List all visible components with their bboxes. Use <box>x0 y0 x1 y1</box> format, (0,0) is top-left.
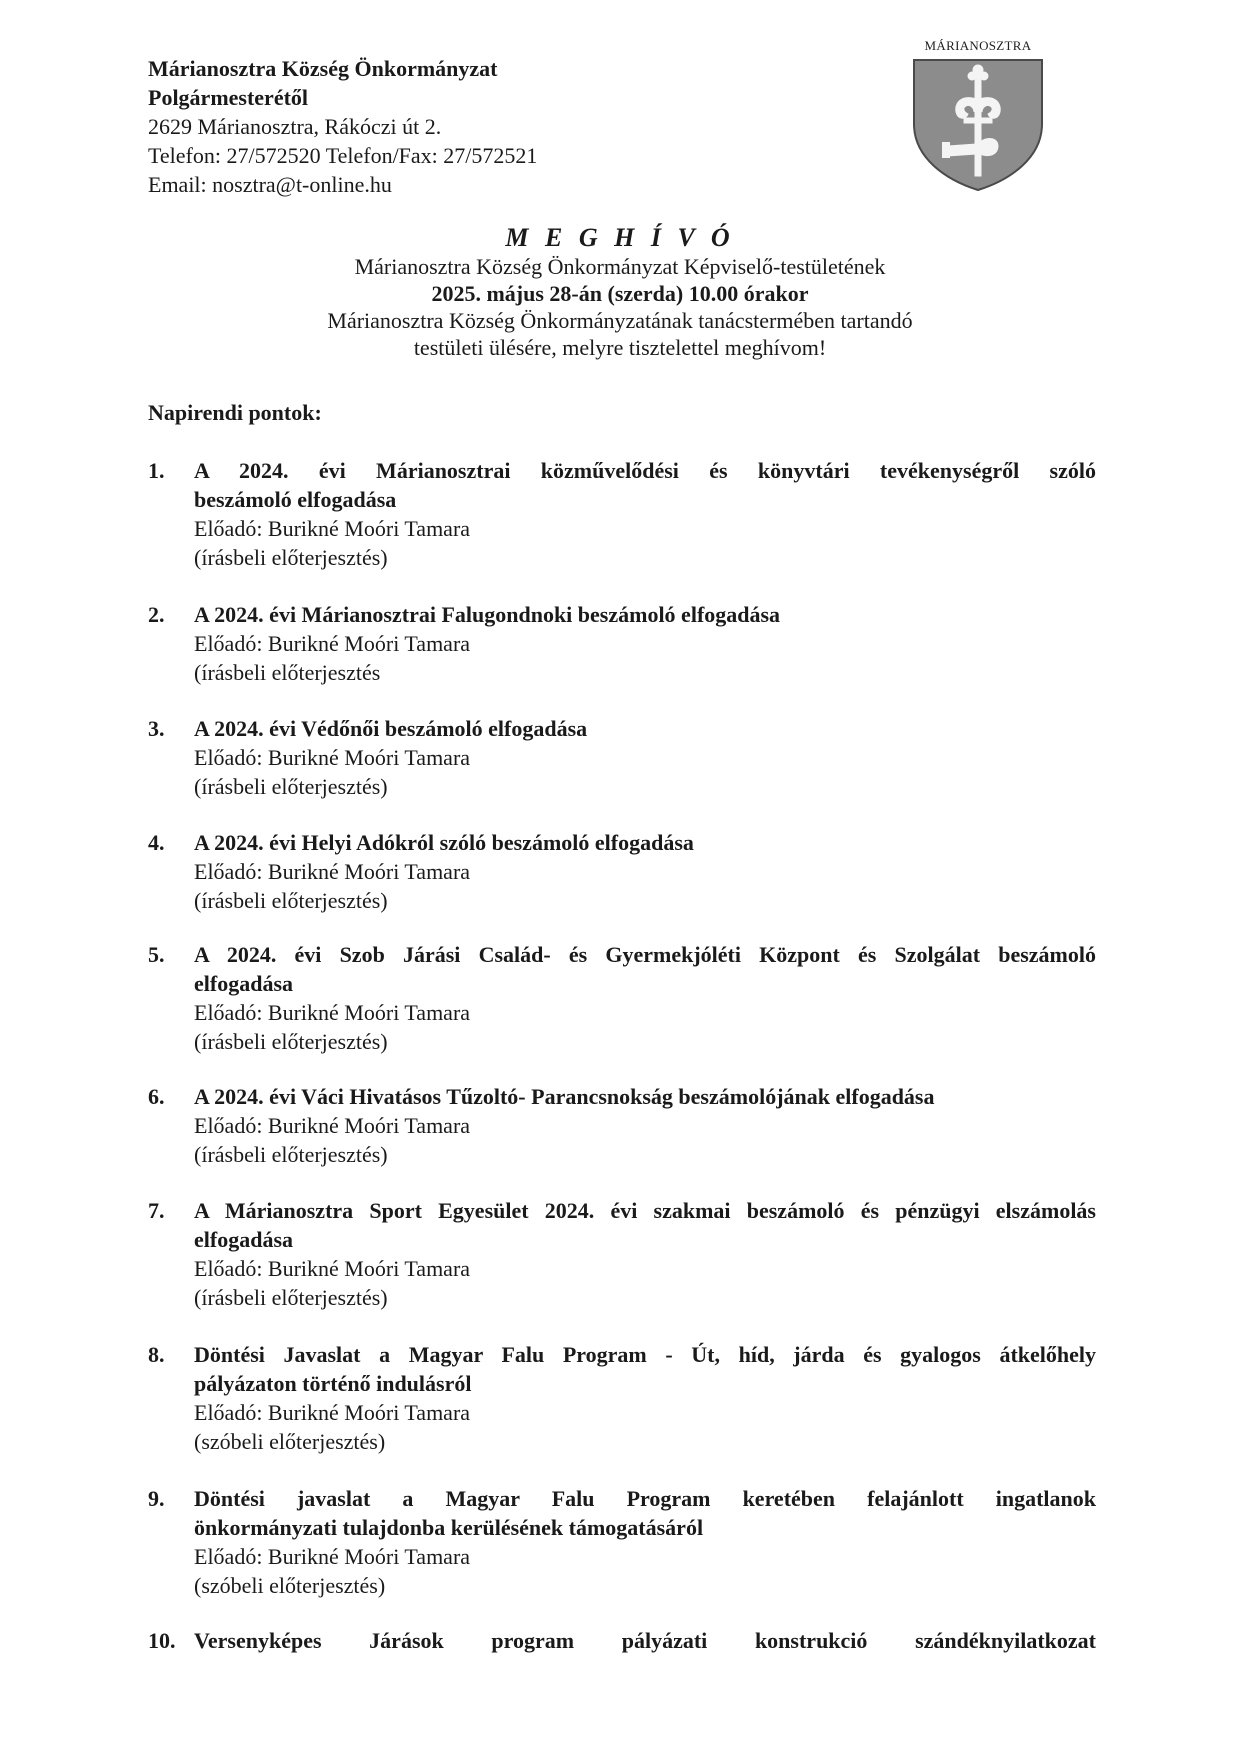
agenda-item-number: 2. <box>148 602 165 627</box>
agenda-item-title: A 2024. évi Védőnői beszámoló elfogadása <box>194 716 588 741</box>
agenda-item-type: (írásbeli előterjesztés) <box>194 774 388 799</box>
agenda-item-number: 8. <box>148 1342 165 1367</box>
agenda-item-title: A 2024. évi Váci Hivatásos Tűzoltó- Parancsnokság beszámolójának elfogadása <box>194 1084 935 1109</box>
agenda-item-type: (írásbeli előterjesztés) <box>194 888 388 913</box>
agenda-item-type: (szóbeli előterjesztés) <box>194 1573 386 1598</box>
agenda-item-presenter: Előadó: Burikné Moóri Tamara <box>194 631 471 656</box>
agenda-item-presenter: Előadó: Burikné Moóri Tamara <box>194 1544 471 1569</box>
crest-label: MÁRIANOSZTRA <box>924 38 1032 53</box>
agenda-item-title: pályázaton történő indulásról <box>194 1371 472 1396</box>
invitation-closing: testületi ülésére, melyre tisztelettel meghívom! <box>413 335 827 360</box>
agenda-item-type: (írásbeli előterjesztés) <box>194 1029 388 1054</box>
agenda-item-title: A 2024. évi Márianosztrai Falugondnoki beszámoló elfogadása <box>194 602 781 627</box>
agenda-item-number: 1. <box>148 458 165 483</box>
sender-block <box>148 54 537 199</box>
agenda-item-presenter: Előadó: Burikné Moóri Tamara <box>194 516 471 541</box>
agenda-item <box>148 714 1096 801</box>
agenda-item <box>148 456 1096 572</box>
agenda-item-title: A Márianosztra Sport Egyesület 2024. évi szakmai beszámoló és pénzügyi elszámolás <box>194 1198 1096 1223</box>
agenda-item <box>148 1626 1096 1655</box>
agenda-item <box>148 1082 1096 1169</box>
agenda-item-type: (írásbeli előterjesztés) <box>194 1285 388 1310</box>
meeting-location: Márianosztra Község Önkormányzatának tanácstermében tartandó <box>327 308 913 333</box>
coat-of-arms-icon <box>910 54 1046 194</box>
agenda-item-number: 4. <box>148 830 165 855</box>
coat-of-arms <box>904 38 1052 198</box>
agenda-item-number: 5. <box>148 942 165 967</box>
agenda-item-title: Versenyképes Járások program pályázati konstrukció szándéknyilatkozat <box>194 1628 1096 1653</box>
agenda-item-type: (írásbeli előterjesztés) <box>194 545 388 570</box>
agenda-item-presenter: Előadó: Burikné Moóri Tamara <box>194 859 471 884</box>
agenda-item-number: 7. <box>148 1198 165 1223</box>
agenda-item-type: (szóbeli előterjesztés) <box>194 1429 386 1454</box>
agenda-item <box>148 940 1096 1056</box>
agenda-item-number: 6. <box>148 1084 165 1109</box>
agenda-item <box>148 828 1096 915</box>
agenda-item-presenter: Előadó: Burikné Moóri Tamara <box>194 1256 471 1281</box>
sender-office: Polgármesterétől <box>148 85 309 110</box>
agenda-item <box>148 1196 1096 1312</box>
agenda-item <box>148 600 1096 687</box>
agenda-item-title: Döntési Javaslat a Magyar Falu Program - Út, híd, járda és gyalogos átkelőhely <box>194 1342 1096 1367</box>
agenda-item-title: A 2024. évi Márianosztrai közművelődési és könyvtári tevékenységről szóló <box>194 458 1096 483</box>
agenda-item-number: 10. <box>148 1628 176 1653</box>
agenda-item-title: elfogadása <box>194 1227 293 1252</box>
invitation-block <box>230 224 1010 361</box>
agenda-item <box>148 1484 1096 1600</box>
agenda-item-presenter: Előadó: Burikné Moóri Tamara <box>194 1400 471 1425</box>
invitation-addressee: Márianosztra Község Önkormányzat Képviselő-testületének <box>354 254 886 279</box>
agenda-item-number: 3. <box>148 716 165 741</box>
agenda-heading: Napirendi pontok: <box>148 400 322 425</box>
agenda-item-type: (írásbeli előterjesztés <box>194 660 381 685</box>
agenda-item-type: (írásbeli előterjesztés) <box>194 1142 388 1167</box>
agenda-item-title: beszámoló elfogadása <box>194 487 397 512</box>
meeting-datetime: 2025. május 28-án (szerda) 10.00 órakor <box>431 281 809 306</box>
sender-name: Márianosztra Község Önkormányzat <box>148 56 498 81</box>
sender-email: Email: nosztra@t-online.hu <box>148 172 392 197</box>
agenda-item-presenter: Előadó: Burikné Moóri Tamara <box>194 1113 471 1138</box>
agenda-item-title: A 2024. évi Helyi Adókról szóló beszámoló elfogadása <box>194 830 694 855</box>
sender-phone: Telefon: 27/572520 Telefon/Fax: 27/572521 <box>148 143 538 168</box>
agenda-item-title: elfogadása <box>194 971 293 996</box>
agenda-item-title: Döntési javaslat a Magyar Falu Program keretében felajánlott ingatlanok <box>194 1486 1096 1511</box>
agenda-item-presenter: Előadó: Burikné Moóri Tamara <box>194 1000 471 1025</box>
agenda-item-title: önkormányzati tulajdonba kerülésének támogatásáról <box>194 1515 704 1540</box>
agenda-item-number: 9. <box>148 1486 165 1511</box>
agenda-item <box>148 1340 1096 1456</box>
agenda-item-presenter: Előadó: Burikné Moóri Tamara <box>194 745 471 770</box>
invitation-title: M E G H Í V Ó <box>505 223 735 252</box>
sender-address: 2629 Márianosztra, Rákóczi út 2. <box>148 114 442 139</box>
agenda-item-title: A 2024. évi Szob Járási Család- és Gyermekjóléti Központ és Szolgálat beszámoló <box>194 942 1096 967</box>
